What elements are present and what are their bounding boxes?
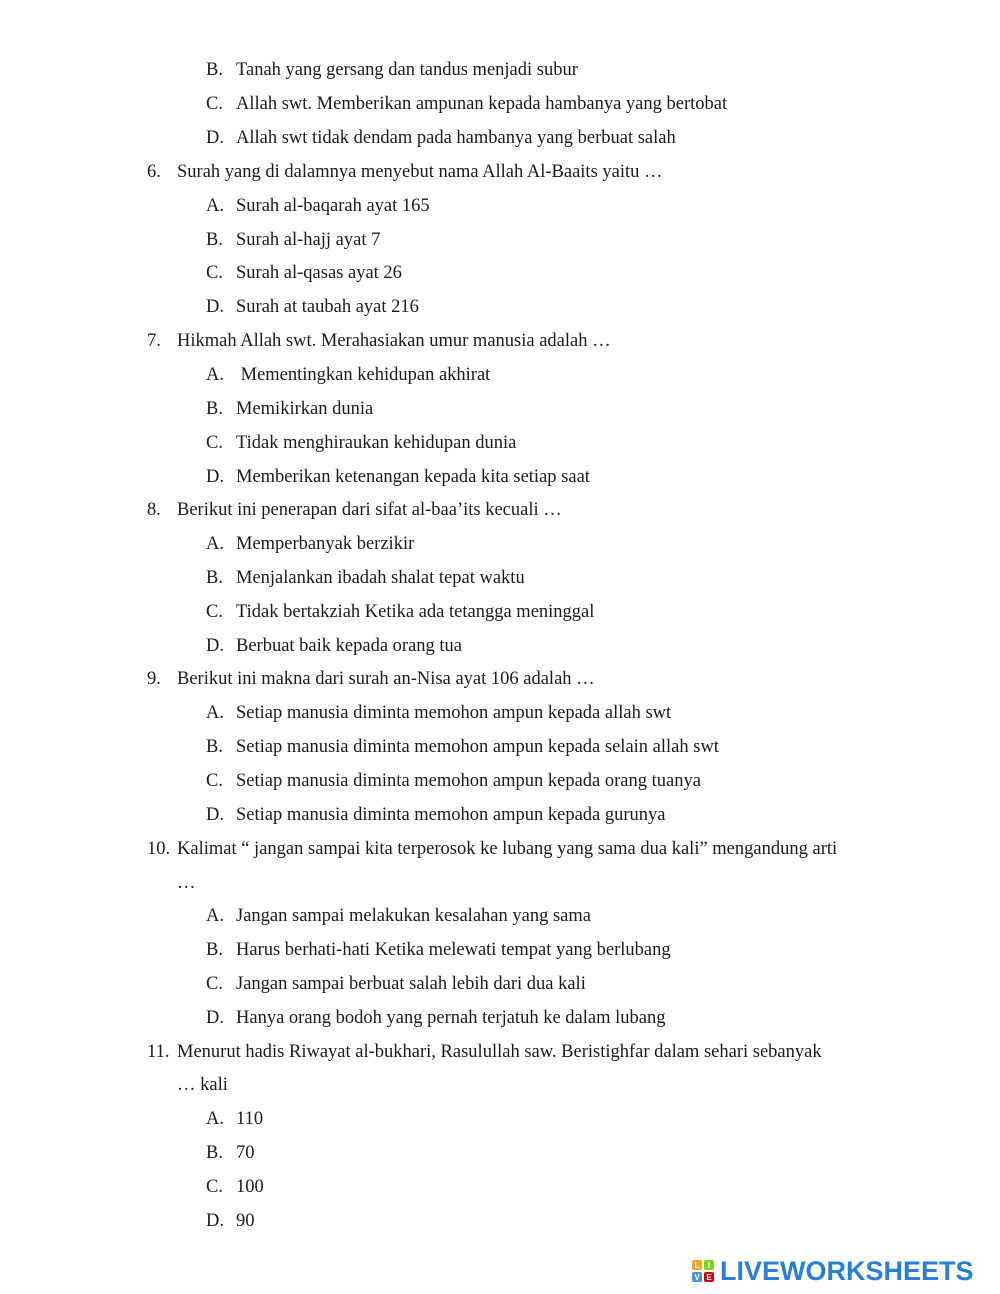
- option-letter: C.: [206, 974, 223, 994]
- question-number: 8.: [147, 500, 161, 520]
- option-letter: B.: [206, 1143, 223, 1163]
- question-text-cont: …: [177, 873, 196, 893]
- option-letter: A.: [206, 906, 224, 926]
- option-text: Setiap manusia diminta memohon ampun kepada gurunya: [236, 805, 666, 825]
- logo-icon-tile: E: [704, 1272, 714, 1282]
- option-text: Setiap manusia diminta memohon ampun kepada orang tuanya: [236, 771, 701, 791]
- question-number: 11.: [147, 1042, 170, 1062]
- question-text: Menurut hadis Riwayat al-bukhari, Rasulullah saw. Beristighfar dalam sehari sebanyak: [177, 1042, 822, 1062]
- option-letter: B.: [206, 60, 223, 80]
- option-text: Memperbanyak berzikir: [236, 534, 415, 554]
- option-letter: B.: [206, 399, 223, 419]
- question-number: 6.: [147, 162, 161, 182]
- option-text: Hanya orang bodoh yang pernah terjatuh ke dalam lubang: [236, 1008, 666, 1028]
- option-letter: D.: [206, 1008, 224, 1028]
- logo-icon: [692, 1260, 714, 1282]
- logo-icon-tile: I: [704, 1260, 714, 1270]
- question-number: 9.: [147, 669, 161, 689]
- option-text: Tidak menghiraukan kehidupan dunia: [236, 433, 517, 453]
- option-text: Setiap manusia diminta memohon ampun kepada selain allah swt: [236, 737, 719, 757]
- question-text: Berikut ini penerapan dari sifat al-baa’its kecuali …: [177, 500, 562, 520]
- option-text: Surah at taubah ayat 216: [236, 297, 419, 317]
- option-letter: C.: [206, 263, 223, 283]
- question-text-cont: … kali: [177, 1075, 228, 1095]
- question-text: Berikut ini makna dari surah an-Nisa ayat 106 adalah …: [177, 669, 595, 689]
- option-text: Setiap manusia diminta memohon ampun kepada allah swt: [236, 703, 672, 723]
- option-letter: D.: [206, 636, 224, 656]
- option-letter: D.: [206, 297, 224, 317]
- option-text: Memikirkan dunia: [236, 399, 374, 419]
- option-letter: C.: [206, 1177, 223, 1197]
- option-letter: A.: [206, 703, 224, 723]
- option-letter: C.: [206, 602, 223, 622]
- option-letter: A.: [206, 365, 224, 385]
- option-text: Menjalankan ibadah shalat tepat waktu: [236, 568, 525, 588]
- option-text: Allah swt tidak dendam pada hambanya yang berbuat salah: [236, 128, 676, 148]
- option-letter: B.: [206, 737, 223, 757]
- option-text: Memberikan ketenangan kepada kita setiap saat: [236, 467, 590, 487]
- option-text: 90: [236, 1211, 255, 1231]
- option-letter: D.: [206, 467, 224, 487]
- logo-text: LIVEWORKSHEETS: [720, 1256, 974, 1286]
- option-letter: C.: [206, 771, 223, 791]
- option-text: Harus berhati-hati Ketika melewati tempat yang berlubang: [236, 940, 671, 960]
- option-letter: B.: [206, 568, 223, 588]
- option-letter: B.: [206, 230, 223, 250]
- option-letter: A.: [206, 534, 224, 554]
- option-text: Jangan sampai melakukan kesalahan yang sama: [236, 906, 591, 926]
- logo-icon-tile: L: [692, 1260, 702, 1270]
- question-text: Kalimat “ jangan sampai kita terperosok ke lubang yang sama dua kali” mengandung arti: [177, 839, 838, 859]
- liveworksheets-logo[interactable]: [692, 1255, 988, 1287]
- question-text: Hikmah Allah swt. Merahasiakan umur manusia adalah …: [177, 331, 611, 351]
- option-text: Allah swt. Memberikan ampunan kepada hambanya yang bertobat: [236, 94, 728, 114]
- option-text: Surah al-baqarah ayat 165: [236, 196, 430, 216]
- option-letter: C.: [206, 433, 223, 453]
- option-text: 100: [236, 1177, 264, 1197]
- option-letter: D.: [206, 128, 224, 148]
- question-number: 7.: [147, 331, 161, 351]
- option-letter: D.: [206, 805, 224, 825]
- option-text: Tidak bertakziah Ketika ada tetangga meninggal: [236, 602, 595, 622]
- option-text: Tanah yang gersang dan tandus menjadi subur: [236, 60, 578, 80]
- question-text: Surah yang di dalamnya menyebut nama Allah Al-Baaits yaitu …: [177, 162, 663, 182]
- option-letter: C.: [206, 94, 223, 114]
- option-text: Surah al-qasas ayat 26: [236, 263, 402, 283]
- option-letter: D.: [206, 1211, 224, 1231]
- option-text: Surah al-hajj ayat 7: [236, 230, 381, 250]
- option-text: 70: [236, 1143, 255, 1163]
- option-text: Mementingkan kehidupan akhirat: [236, 365, 491, 385]
- option-text: 110: [236, 1109, 264, 1129]
- option-text: Berbuat baik kepada orang tua: [236, 636, 463, 656]
- question-number: 10.: [147, 839, 171, 859]
- logo-icon-tile: V: [692, 1272, 702, 1282]
- option-text: Jangan sampai berbuat salah lebih dari dua kali: [236, 974, 586, 994]
- option-letter: B.: [206, 940, 223, 960]
- option-letter: A.: [206, 1109, 224, 1129]
- option-letter: A.: [206, 196, 224, 216]
